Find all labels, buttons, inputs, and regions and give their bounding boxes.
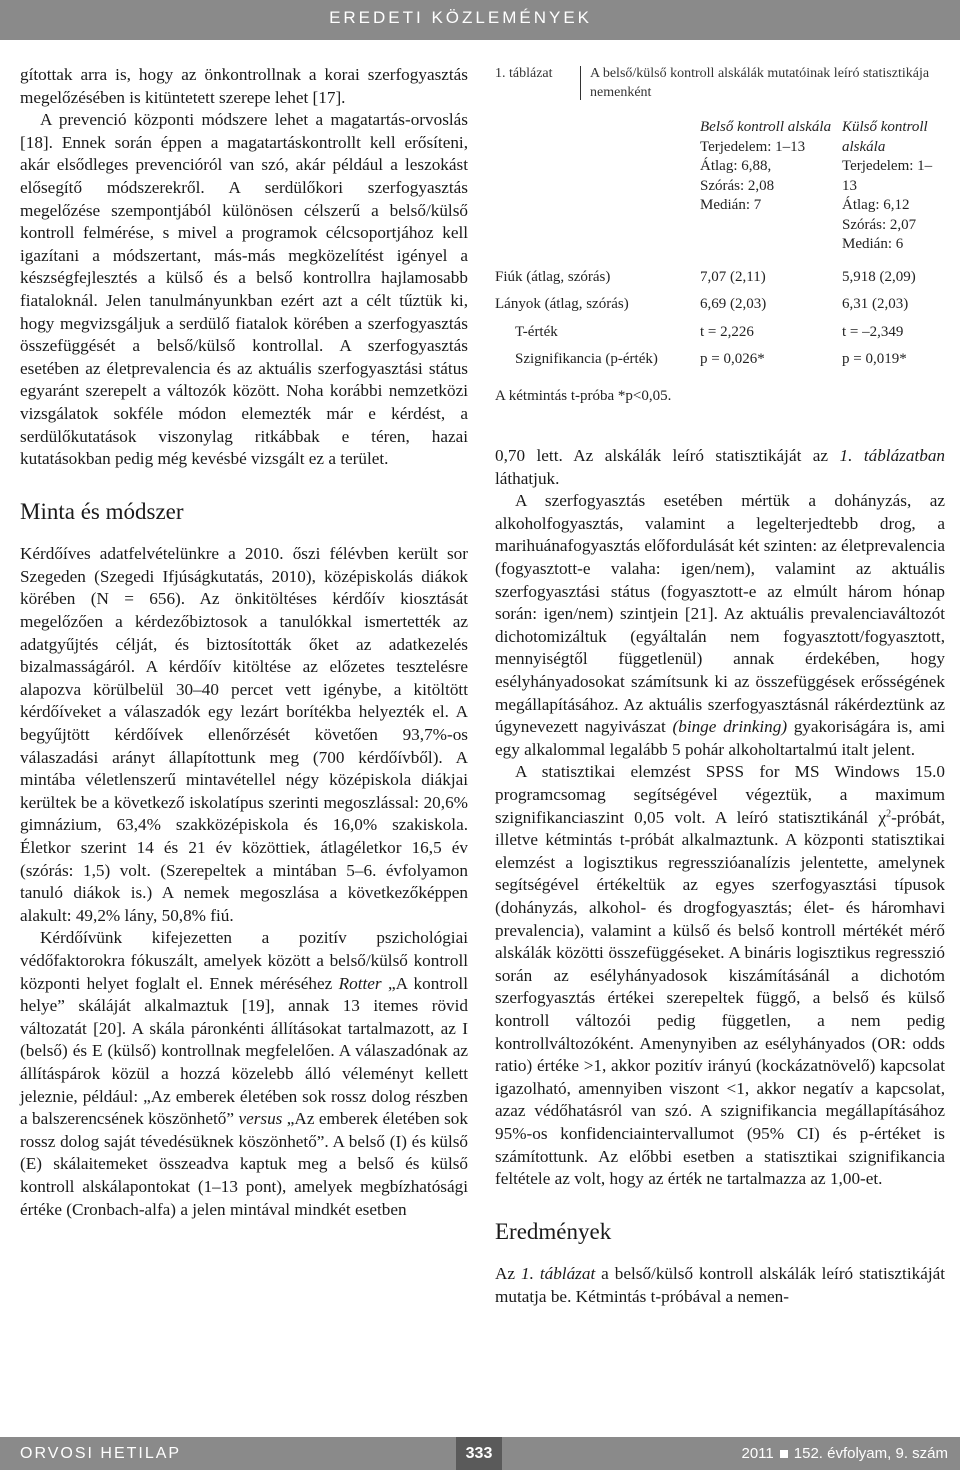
issue-info: 2011 152. évfolyam, 9. szám (741, 1445, 948, 1462)
paragraph: Az 1. táblázat a belső/külső kontroll alskálák leíró statisztikáját mutatja be. Kétmintás t-próbával a nemen- (495, 1264, 946, 1306)
table-row: T-érték t = 2,226 t = –2,349 (515, 323, 904, 340)
paragraph: gítottak arra is, hogy az önkontrollnak a korai szerfogyasztás megelőzésében is kitüntetett szerepe lehet [17]. (20, 65, 468, 107)
paragraph: A prevenció központi módszere lehet a magatartás-orvoslás [18]. Ennek során éppen a magatartáskontrollt kell erősíteni, akár elsődleges prevencióról van szó, akár például a leszokást elősegítő módszerekről. A serdülőkori szerfogyasztás megelőzése szempontjából különösen célszerű a belső/külső kontroll felmérése, s mivel a programok célcsoportjához kell igazítani a módszertant, más-más megközelítést igényel a készségfejlesztés a külső és a belső kontrollra hajlamosabb fiataloknál. Jelen tanulmányunkban ezért azt a célt tűztük ki, hogy megvizsgáljuk a serdülő fiatalok körében a szerfogyasztás összefüggését a belső/külső kontrollal. A szerfogyasztás esetében az életprevalencia és az aktuális szerfogyasztási státus egyaránt szerepelt a változók között. Noha korábbi nemzetközi vizsgálatok sokféle módon elemezték már e kérdést, a serdülőkutatások viszonylag ritkábbak e téren, hazai kutatásokban pedig még kevésbé vizsgált ez a terület. (20, 110, 468, 469)
section-label: EREDETI KÖZLEMÉNYEK (329, 8, 592, 27)
section-heading: Eredmények (495, 1218, 612, 1244)
table-number: 1. táblázat (495, 66, 553, 81)
table-row: Lányok (átlag, szórás) 6,69 (2,03) 6,31 (2,03) (495, 296, 909, 312)
table-caption (495, 64, 945, 112)
table-header-row (495, 118, 945, 265)
top-banner (0, 0, 960, 40)
paragraph: Kérdőíves adatfelvételünkre a 2010. őszi félévben került sor Szegeden (Szegedi Ifjúságkutatás, 2010), középiskolás diákok körében (N = 656). Az önkitöltéses kérdőív kiosztását megelőzően a kérdezőbiztosok a tanulókkal ismertették az adatgyűjtés célját, és biztosították őket az adatkezelés bizalmasságáról. A kérdőív kitöltése az előzetes tesztelésre alapozva körülbelül 30–40 percet vett igénybe, a kitöltött kérdőíveket a válaszadók egy lezárt borítékba helyezték el. A begyűjtött kérdőívek ellenőrzését követően 93,7%-os válaszadási arányt állapítottunk meg (700 kérdőívből). A mintába véletlenszerű mintavétellel négy középiskola diákjai kerültek be a következő iskolatípus szerinti megoszlással: 20,6% gimnázium, 63,4% szakközépiskola és 16,0% szakiskola. Életkor szerint 14 és 21 év közöttiek, átlagéletkor 16,5 év (szórás: 1,5) volt. (Szerepeltek a mintában 5–6. évfolyamon tanuló diákok is.) A nemek megoszlása a következőképpen alakult: 49,2% lány, 50,8% fiú. (20, 544, 468, 925)
section-heading: Minta és módszer (20, 498, 184, 524)
square-bullet-icon (780, 1450, 788, 1458)
table-note: A kétmintás t-próba *p<0,05. (495, 387, 672, 404)
page-number: 333 (456, 1437, 502, 1470)
stats-table (495, 118, 945, 375)
table-title: A belső/külső kontroll alskálák mutatóinak leíró statisztikája nemenként (590, 66, 930, 100)
table-row: Szignifikancia (p-érték) p = 0,026* p = 0,019* (515, 351, 907, 367)
page-footer (0, 1437, 960, 1470)
journal-name: ORVOSI HETILAP (20, 1445, 182, 1462)
paragraph: A szerfogyasztás esetében mértük a dohányzás, az alkoholfogyasztás, valamint a legelterjedtebb drog, a marihuánafogyasztás előfordulását két szinten: az életprevalencia (fogyasztott-e valaha: igen/nem), valamint az aktuális szerfogyasztási státus (fogyasztott-e az elmúlt három hónap során: igen/nem) szintjein [21]. Az aktuális prevalenciaváltozót dichotomizáltuk (egyáltalán nem fogyasztott/fogyasztott, mennyiségtől függetlenül) annak érdekében, hogy esélyhányadosokat számítsunk ki az összefüggések erősségének megállapításához. Az aktuális szerfogyasztásnál rákérdeztünk az úgynevezett nagyivászat (binge drinking) gyakoriságára is, ami egy alkalommal legalább 5 pohár alkoholtartalmú italt jelent. (495, 491, 946, 759)
paragraph: Kérdőívünk kifejezetten a pozitív pszichológiai védőfaktorokra fókuszált, amelyek között a belső/külső kontroll központi helyet foglalt el. Ennek méréséhez Rotter „A kontroll helye” skáláját alkalmaztuk [19], annak 13 itemes rövid változatát [20]. A skála páronkénti állításokat tartalmazott, az I (belső) és E (külső) kontrollnak megfelelően. A válaszadónak az állításpárok közül a hozzá közelebb álló véleményt kellett jeleznie, például: „Az emberek életében sok rossz dolog részben a balszerencsének köszönhető” versus „Az emberek életében sok rossz dolog saját tévedésüknek köszönhető”. A belső (I) és külső (E) skálaitemeket összeadva kaptuk meg a belső és külső kontroll alskálapontokat (1–13 pont), amelyek megbízhatósági értéke (Cronbach-alfa) a jelen mintával mindkét esetben (20, 928, 468, 1219)
col-header-external: Külső kontroll alskála Terjedelem: 1–13 Átlag: 6,12 Szórás: 2,07 Medián: 6 (842, 119, 933, 252)
left-column (20, 64, 468, 1221)
right-column (495, 64, 945, 1308)
col-header-internal: Belső kontroll alskála Terjedelem: 1–13 Átlag: 6,88, Szórás: 2,08 Medián: 7 (700, 119, 832, 213)
paragraph: A statisztikai elemzést SPSS for MS Windows 15.0 programcsomag segítségével végeztük, a maximum szignifikanciaszint 0,05 volt. A leíró statisztikánál $\chi^2$-próbát, illetve kétmintás t-próbát alkalmaztunk. A központi statisztikai elemzést a logisztikus regresszióanalízis jelentette, amelynek segítségével értékeltük az egyes szerfogyasztási típusok (dohányzás, alkohol- és drogfogyasztás; élet- és háromhavi prevalencia), valamint a külső és belső kontroll mértékét mérő alskálák közötti összefüggéseket. A bináris logisztikus regresszió során az esélyhányadosok kiszámításánál a dichotóm szerfogyasztás értékei szerepeltek függő, a belső és külső kontroll változói pedig független, a nem pedig kontrollváltozóként. Amenynyiben az esélyhányados (OR: odds ratio) értéke >1, akkor pozitív irányú (kockázatnövelő) kapcsolat igazolható, amennyiben viszont <1, akkor negatív a kapcsolat, azaz védőhatásról van szó. A szignifikancia megállapításához 95%-os konfidenciaintervallumot (95% CI) és p-értéket is számítottunk. Az előbbi esetben a statisztikai szignifikancia feltétele az volt, hogy az érték ne tartalmazza az 1,00-et. (495, 762, 945, 1189)
table-row: Fiúk (átlag, szórás) 7,07 (2,11) 5,918 (2,09) (495, 268, 916, 285)
caption-divider (580, 66, 581, 100)
paragraph: 0,70 lett. Az alskálák leíró statisztikáját az 1. táblázatban láthatjuk. (495, 446, 946, 488)
